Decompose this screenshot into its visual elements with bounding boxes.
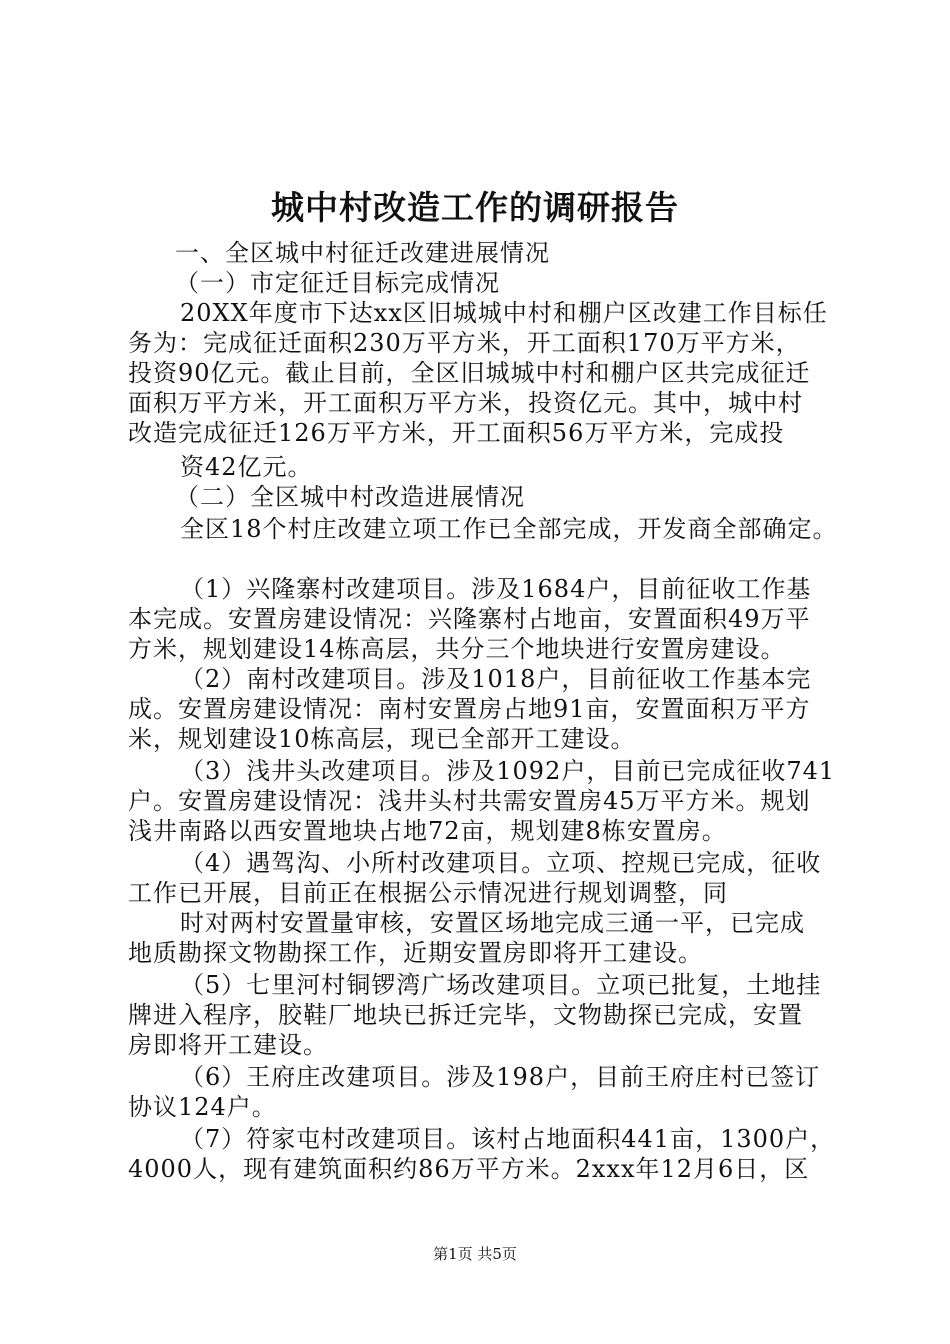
subsection-heading-1: （一）市定征迁目标完成情况 [175,269,500,297]
paragraph-line: 务为：完成征迁面积230万平方米，开工面积170万平方米， [128,329,801,357]
paragraph-line: （3）浅井头改建项目。涉及1092户，目前已完成征收741 [180,757,836,785]
paragraph-line: （4）遇驾沟、小所村改建项目。立项、控规已完成，征收 [180,849,822,877]
paragraph-line: 协议124户。 [128,1093,277,1121]
paragraph-line: 改造完成征迁126万平方米，开工面积56万平方米，完成投 [128,419,785,447]
paragraph-line: 工作已开展，目前正在根据公示情况进行规划调整，同 [128,879,728,907]
paragraph-line: 成。安置房建设情况：南村安置房占地91亩，安置面积万平方 [128,695,811,723]
paragraph-line: 时对两村安置量审核，安置区场地完成三通一平，已完成 [180,909,805,937]
paragraph-line: 牌进入程序，胶鞋厂地块已拆迁完毕，文物勘探已完成，安置 [128,1001,803,1029]
paragraph-line: 全区18个村庄改建立项工作已全部完成，开发商全部确定。 [180,515,838,543]
paragraph-line: 投资90亿元。截止目前，全区旧城城中村和棚户区共完成征迁 [128,359,811,387]
paragraph-line: 4000人，现有建筑面积约86万平方米。2xxx年12月6日，区 [128,1155,810,1183]
document-title: 城中村改造工作的调研报告 [271,188,679,227]
paragraph-line: （2）南村改建项目。涉及1018户，目前征收工作基本完 [180,665,812,693]
paragraph-line: 浅井南路以西安置地块占地72亩，规划建8栋安置房。 [128,817,727,845]
paragraph-line: （7）符家屯村改建项目。该村占地面积441亩，1300户， [180,1125,836,1153]
paragraph-line: 本完成。安置房建设情况：兴隆寨村占地亩，安置面积49万平 [128,605,811,633]
paragraph-line: 地质勘探文物勘探工作，近期安置房即将开工建设。 [128,939,703,967]
paragraph-line: 资42亿元。 [180,453,313,481]
paragraph-line: 米，规划建设10栋高层，现已全部开工建设。 [128,725,636,753]
paragraph-line: （1）兴隆寨村改建项目。涉及1684户，目前征收工作基 [180,575,812,603]
paragraph-line: （5）七里河村铜锣湾广场改建项目。立项已批复，土地挂 [180,971,822,999]
section-heading-1: 一、全区城中村征迁改建进展情况 [175,239,550,267]
page-footer: 第1页 共5页 [433,1245,517,1263]
paragraph-line: 方米，规划建设14栋高层，共分三个地块进行安置房建设。 [128,635,786,663]
paragraph-line: 户。安置房建设情况：浅井头村共需安置房45万平方米。规划 [128,787,811,815]
subsection-heading-2: （二）全区城中村改造进展情况 [175,483,525,511]
paragraph-line: 面积万平方米，开工面积万平方米，投资亿元。其中，城中村 [128,389,803,417]
paragraph-line: （6）王府庄改建项目。涉及198户，目前王府庄村已签订 [180,1063,821,1091]
paragraph-line: 房即将开工建设。 [128,1031,328,1059]
paragraph-line: 20XX年度市下达xx区旧城城中村和棚户区改建工作目标任 [180,299,828,327]
